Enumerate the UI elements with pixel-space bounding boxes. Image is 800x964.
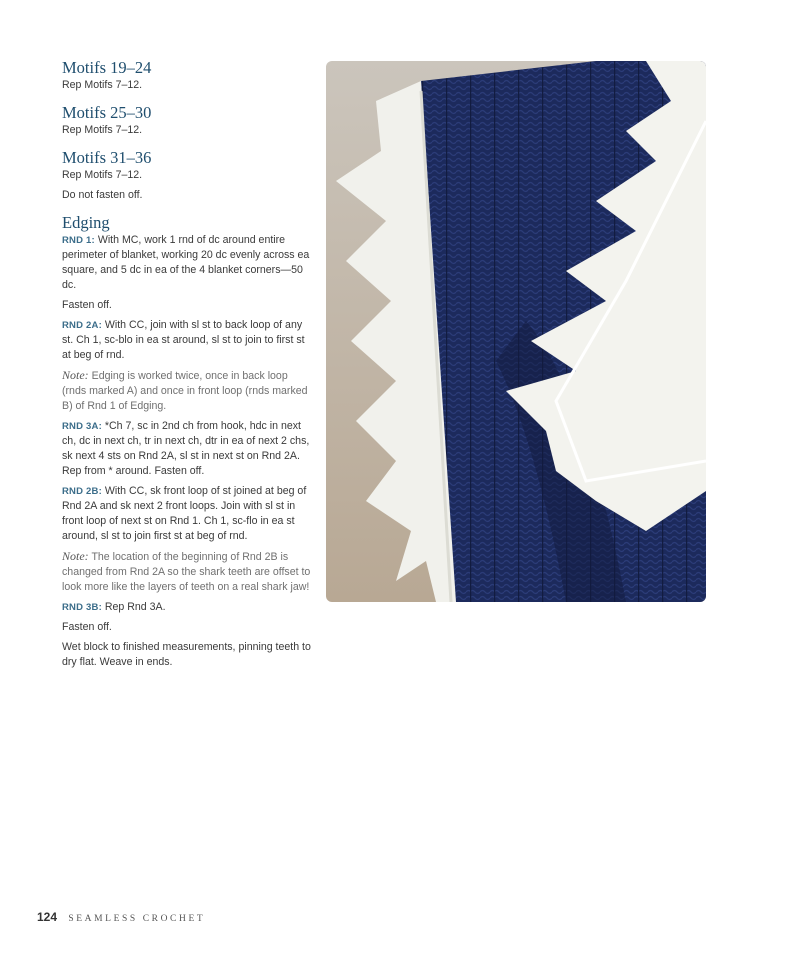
page-number: 124	[37, 910, 58, 924]
fasten-off-text: Fasten off.	[62, 621, 112, 633]
section-edging	[62, 213, 314, 670]
section-text: Rep Motifs 7–12.	[62, 79, 143, 91]
section-heading: Motifs 19–24	[62, 58, 152, 77]
section-heading: Edging	[62, 213, 110, 232]
instruction-rnd-3a	[62, 419, 314, 479]
page-footer	[37, 910, 205, 924]
note-text: The location of the beginning of Rnd 2B is changed from Rnd 2A so the shark teeth are offset to look more like the layers of teeth on a real shark jaw!	[62, 551, 311, 593]
instruction-rnd-2a	[62, 318, 314, 363]
instruction-text: With CC, join with sl st to back loop of any st. Ch 1, sc-blo in ea st around, sl st to join to first st at beg of rnd.	[62, 319, 305, 361]
section-heading: Motifs 25–30	[62, 103, 152, 122]
section-extra-text: Do not fasten off.	[62, 189, 143, 201]
note-rnd-2b	[62, 549, 314, 595]
section-heading: Motifs 31–36	[62, 148, 152, 167]
note-label: Note:	[62, 368, 89, 382]
section-text: Rep Motifs 7–12.	[62, 169, 143, 181]
note-label: Note:	[62, 549, 89, 563]
instruction-label: RND 1:	[62, 235, 95, 246]
instruction-label: RND 2B:	[62, 486, 102, 497]
section-motifs-25-30	[62, 103, 314, 138]
instruction-text: *Ch 7, sc in 2nd ch from hook, hdc in next ch, dc in next ch, tr in next ch, dtr in ea of next 2 chs, sk next 4 sts on Rnd 2A, sl st in next st on Rnd 2A. Rep from * around. Fasten off.	[62, 420, 310, 477]
book-title: SEAMLESS CROCHET	[68, 914, 206, 924]
text-column	[62, 58, 314, 680]
instruction-text: With MC, work 1 rnd of dc around entire perimeter of blanket, working 20 dc evenly across ea square, and 5 dc in ea of the 4 blanket corners—50 dc.	[62, 234, 310, 291]
instruction-text: Rep Rnd 3A.	[104, 601, 166, 613]
instruction-label: RND 2A:	[62, 320, 102, 331]
section-text: Rep Motifs 7–12.	[62, 124, 143, 136]
section-motifs-19-24	[62, 58, 314, 93]
blanket-photo	[326, 61, 706, 602]
instruction-rnd-2b	[62, 484, 314, 544]
instruction-text: With CC, sk front loop of st joined at beg of Rnd 2A and sk next 2 front loops. Join with sl st in front loop of next st on Rnd 1. Ch 1, sc-flo in ea st around, sl st to join first st at beg of rnd.	[62, 485, 307, 542]
instruction-label: RND 3A:	[62, 421, 102, 432]
instruction-rnd-1	[62, 233, 314, 293]
instruction-label: RND 3B:	[62, 602, 102, 613]
section-motifs-31-36	[62, 148, 314, 203]
note-edging	[62, 368, 314, 414]
note-text: Edging is worked twice, once in back loop (rnds marked A) and once in front loop (rnds marked B) of Rnd 1 of Edging.	[62, 370, 308, 412]
instruction-rnd-3b	[62, 600, 314, 615]
finishing-text: Wet block to finished measurements, pinning teeth to dry flat. Weave in ends.	[62, 641, 311, 668]
fasten-off-text: Fasten off.	[62, 299, 112, 311]
